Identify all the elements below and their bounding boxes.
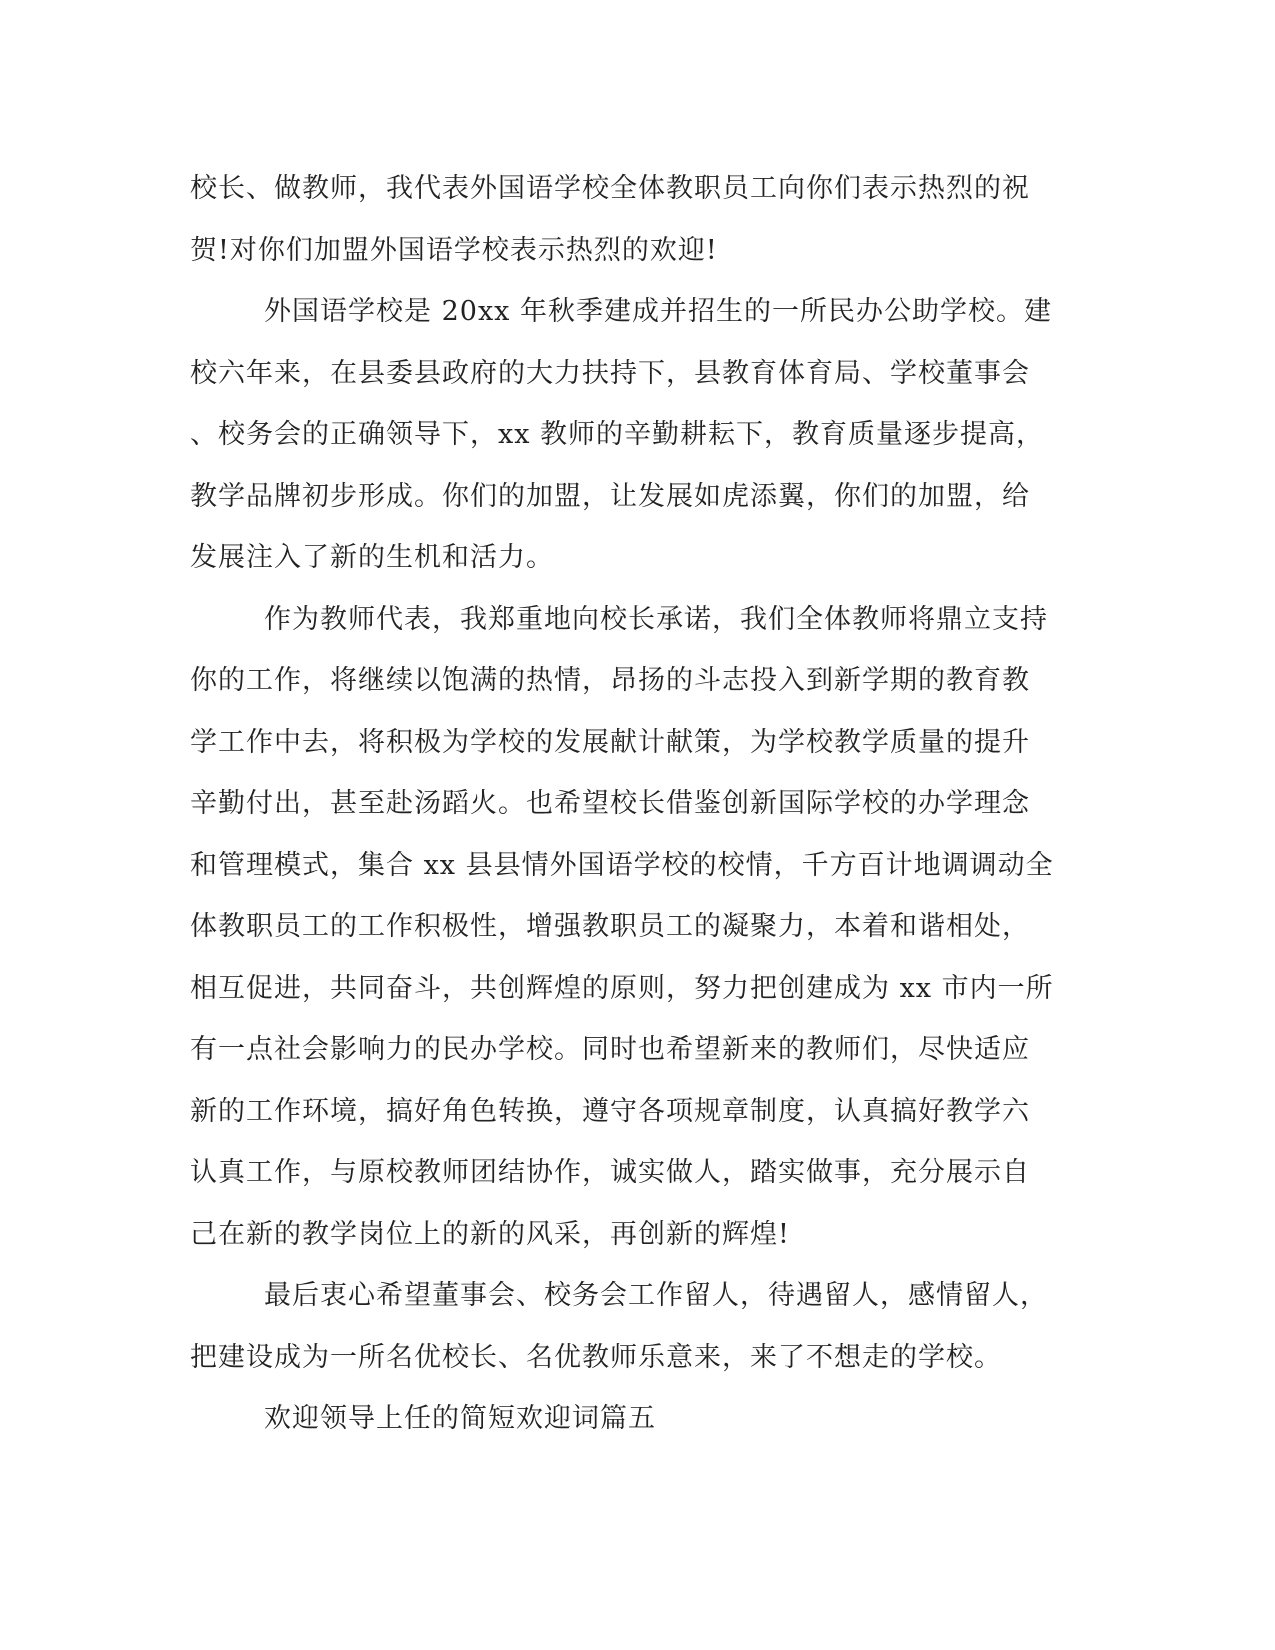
text-line: 新的工作环境，搞好角色转换，遵守各项规章制度，认真搞好教学六 [190,1095,1030,1127]
text-line: 校六年来，在县委县政府的大力扶持下，县教育体育局、学校董事会 [190,357,1030,389]
text-line: 辛勤付出，甚至赴汤蹈火。也希望校长借鉴创新国际学校的办学理念 [190,788,1030,819]
text-line: 你的工作，将继续以饱满的热情，昂扬的斗志投入到新学期的教育教 [190,665,1030,696]
document-body [190,158,1085,1450]
text-line: 教学品牌初步形成。你们的加盟，让发展如虎添翼，你们的加盟，给 [190,480,1030,512]
text-line: 认真工作，与原校教师团结协作，诚实做人，踏实做事，充分展示自 [190,1157,1030,1188]
section-heading: 欢迎领导上任的简短欢迎词篇五 [264,1403,656,1434]
text-line: 体教职员工的工作积极性，增强教职员工的凝聚力，本着和谐相处， [190,911,1030,942]
paragraph-start-line: 最后衷心希望董事会、校务会工作留人，待遇留人，感情留人， [264,1280,1048,1311]
text-line: 贺!对你们加盟外国语学校表示热烈的欢迎! [190,234,718,266]
paragraph-start-line: 作为教师代表，我郑重地向校长承诺，我们全体教师将鼎立支持 [264,603,1048,635]
text-line: 有一点社会影响力的民办学校。同时也希望新来的教师们，尽快适应 [190,1034,1030,1065]
text-line: 和管理模式，集合 xx 县县情外国语学校的校情，千方百计地调调动全 [190,849,1054,881]
paragraph-start-line: 外国语学校是 20xx 年秋季建成并招生的一所民办公助学校。建 [264,296,1052,327]
text-line: 学工作中去，将积极为学校的发展献计献策，为学校教学质量的提升 [190,726,1030,758]
text-line: 发展注入了新的生机和活力。 [190,542,554,573]
text-line: 、校务会的正确领导下，xx 教师的辛勤耕耘下，教育质量逐步提高， [190,419,1045,450]
text-line: 相互促进，共同奋斗，共创辉煌的原则，努力把创建成为 xx 市内一所 [190,972,1054,1004]
text-line: 校长、做教师，我代表外国语学校全体教职员工向你们表示热烈的祝 [190,173,1030,204]
text-line: 己在新的教学岗位上的新的风采，再创新的辉煌! [190,1218,790,1250]
text-line: 把建设成为一所名优校长、名优教师乐意来，来了不想走的学校。 [190,1341,1002,1373]
